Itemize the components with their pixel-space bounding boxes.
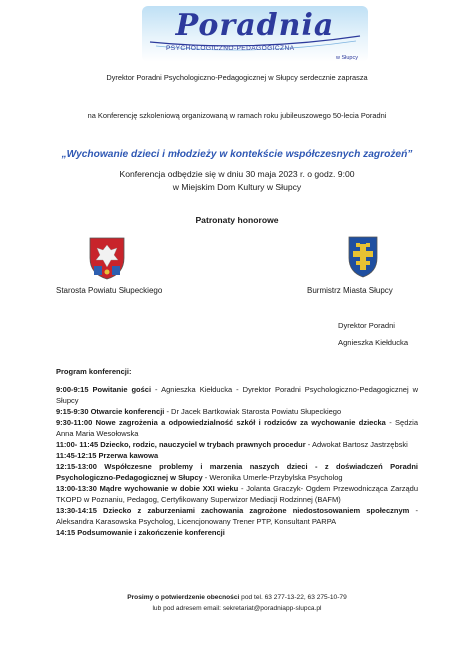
program-item — [56, 527, 418, 538]
program-item-title: 12:15-13:00 Współczesne problemy i marzenia naszych dzieci - z doświadczeń Poradni Psychologiczno-Pedagogicznej w Słupcy — [56, 462, 418, 482]
program-item-detail: - Sędzia Anna Maria Wesołowska — [56, 418, 418, 438]
program-item-title: 9:00-9:15 Powitanie gości — [56, 385, 152, 394]
patron-right-name: Burmistrz Miasta Słupcy — [307, 286, 393, 295]
rsvp-phones: pod tel. 63 277-13-22, 63 275-10-79 — [239, 594, 347, 601]
program-item — [56, 461, 418, 483]
program-item-detail: - Aleksandra Karasowska Psycholog, Licencjonowany Trener PTP, Konsultant PARPA — [56, 506, 418, 526]
program-list — [56, 384, 418, 538]
program-item-title: 13:00-13:30 Mądre wychowanie w dobie XXI wieku — [56, 484, 239, 493]
program-item-title: 13:30-14:15 Dziecko z zaburzeniami zachowania zagrożone niedostosowaniem społecznym — [56, 506, 410, 515]
program-item-title: 9:15-9:30 Otwarcie konferencji — [56, 407, 165, 416]
program-item-title: 11:45-12:15 Przerwa kawowa — [56, 451, 159, 460]
program-item-detail: - Adwokat Bartosz Jastrzębski — [305, 440, 408, 449]
program-item — [56, 450, 418, 461]
place-line: w Miejskim Dom Kultury w Słupcy — [172, 182, 302, 192]
poradnia-logo — [142, 6, 368, 62]
program-item — [56, 406, 418, 417]
program-item-title: 11:00- 11:45 Dziecko, rodzic, nauczyciel w trybach prawnych procedur — [56, 440, 306, 449]
program-section — [56, 366, 418, 538]
rsvp-line — [0, 592, 474, 603]
occasion-line: na Konferencję szkoleniową organizowaną w ramach roku jubileuszowego 50-lecia Poradni — [87, 111, 387, 120]
program-item-detail: - Agnieszka Kiełducka - Dyrektor Poradni Psychologiczno-Pedagogicznej w Słupcy — [56, 385, 418, 405]
patronage-heading: Patronaty honorowe — [195, 215, 279, 225]
logo-subtitle: PSYCHOLOGICZNO-PEDAGOGICZNA — [166, 45, 295, 52]
logo-title: Poradnia — [175, 8, 335, 43]
logo-city: w Słupcy — [335, 55, 358, 61]
signature-name: Agnieszka Kiełducka — [338, 338, 409, 347]
town-coat-of-arms-icon — [348, 236, 378, 278]
program-item-detail: - Jolanta Graczyk- Ogdem Przewodnicząca Zarządu TKOPD w Poznaniu, Pedagog, Certyfikowany Superwizor Mediacji Rodzinnej (BAFM) — [56, 484, 418, 504]
program-item — [56, 417, 418, 439]
program-item — [56, 483, 418, 505]
date-line: Konferencja odbędzie się w dniu 30 maja 2023 r. o godz. 9:00 — [119, 169, 355, 179]
signature-role: Dyrektor Poradni — [338, 321, 395, 330]
rsvp-bold: Prosimy o potwierdzenie obecności — [127, 594, 240, 601]
program-item — [56, 439, 418, 450]
program-item-title: 14:15 Podsumowanie i zakończenie konferencji — [56, 528, 225, 537]
program-item — [56, 505, 418, 527]
program-item — [56, 384, 418, 406]
program-item-title: 9:30-11:00 Nowe zagrożenia a odpowiedzialność szkół i rodziców za wychowanie dziecka — [56, 418, 386, 427]
inviter-line: Dyrektor Poradni Psychologiczno-Pedagogicznej w Słupcy serdecznie zaprasza — [106, 73, 368, 82]
program-heading: Program konferencji: — [56, 367, 132, 376]
program-item-detail: - Weronika Umerle-Przybylska Psycholog — [202, 473, 343, 482]
email-line: lub pod adresem email: sekretariat@poradniapp-slupca.pl — [152, 605, 322, 612]
patron-left-name: Starosta Powiatu Słupeckiego — [56, 286, 163, 295]
county-coat-of-arms-icon — [88, 236, 126, 280]
conference-title: „Wychowanie dzieci i młodzieży w kontekście współczesnych zagrożeń” — [61, 149, 413, 160]
program-item-detail: - Dr Jacek Bartkowiak Starosta Powiatu Słupeckiego — [164, 407, 342, 416]
